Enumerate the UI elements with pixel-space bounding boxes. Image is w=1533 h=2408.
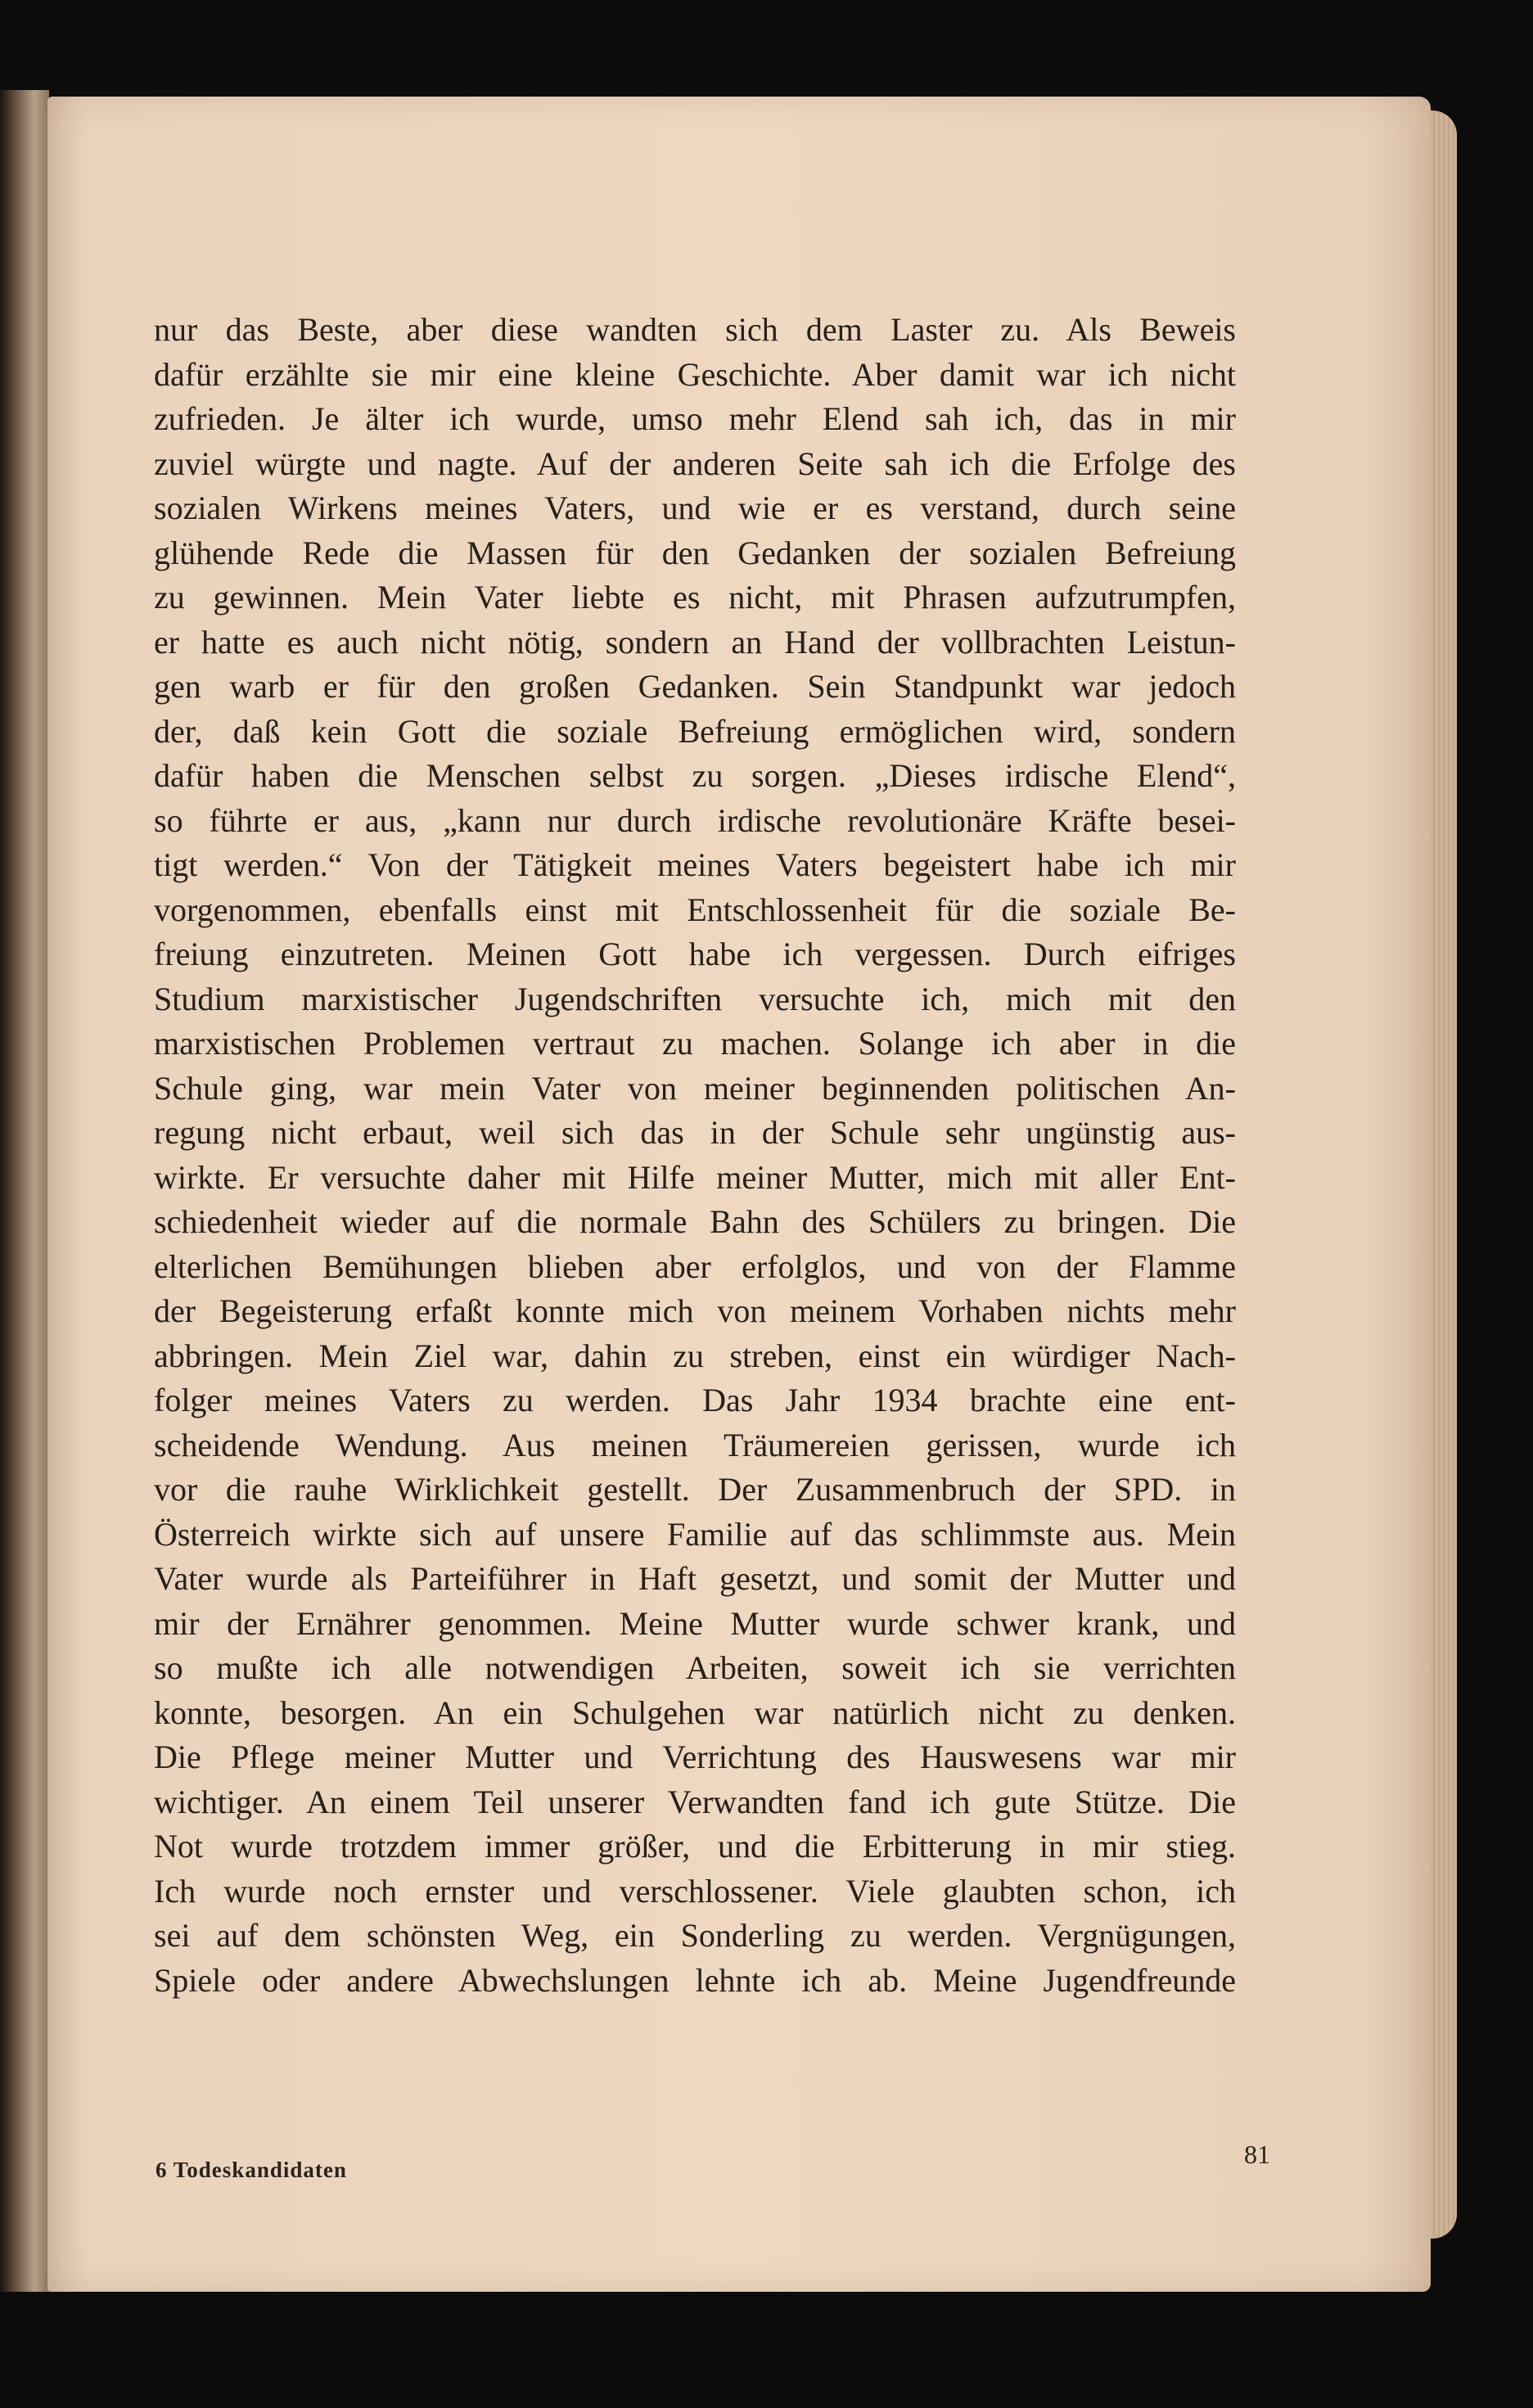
page-number: 81 (1244, 2140, 1270, 2169)
text-line: zufrieden. Je älter ich wurde, umso mehr Elend sah ich, das in mir (154, 400, 1236, 437)
text-line: dafür erzählte sie mir eine kleine Geschichte. Aber damit war ich nicht (154, 355, 1236, 393)
text-line: Studium marxistischer Jugendschriften versuchte ich, mich mit den (154, 980, 1236, 1017)
text-line: wirkte. Er versuchte daher mit Hilfe meiner Mutter, mich mit aller Ent- (154, 1158, 1236, 1196)
text-line: vorgenommen, ebenfalls einst mit Entschlossenheit für die soziale Be- (154, 891, 1236, 928)
text-line: glühende Rede die Massen für den Gedanken der sozialen Befreiung (154, 534, 1236, 571)
text-line: sozialen Wirkens meines Vaters, und wie er es verstand, durch seine (154, 489, 1236, 526)
text-line: Not wurde trotzdem immer größer, und die Erbitterung in mir stieg. (154, 1828, 1236, 1865)
printer-signature: 6 Todeskandidaten (156, 2158, 347, 2182)
text-line: so führte er aus, „kann nur durch irdische revolutionäre Kräfte besei- (154, 801, 1236, 839)
book-page (47, 97, 1431, 2292)
text-line: zu gewinnen. Mein Vater liebte es nicht, mit Phrasen aufzutrumpfen, (154, 579, 1236, 616)
text-line: Ich wurde noch ernster und verschlossener. Viele glaubten schon, ich (154, 1872, 1236, 1910)
text-line: elterlichen Bemühungen blieben aber erfolglos, und von der Flamme (154, 1247, 1236, 1285)
previous-page-edge (0, 90, 49, 2292)
text-line: Die Pflege meiner Mutter und Verrichtung des Hauswesens war mir (154, 1738, 1236, 1775)
text-line: sei auf dem schönsten Weg, ein Sonderling zu werden. Vergnügungen, (154, 1917, 1236, 1954)
text-line: schiedenheit wieder auf die normale Bahn des Schülers zu bringen. Die (154, 1203, 1236, 1240)
text-line: freiung einzutreten. Meinen Gott habe ich vergessen. Durch eifriges (154, 936, 1236, 972)
text-line: zuviel würgte und nagte. Auf der anderen Seite sah ich die Erfolge des (154, 444, 1236, 482)
text-line: scheidende Wendung. Aus meinen Träumereien gerissen, wurde ich (154, 1426, 1236, 1463)
text-line: tigt werden.“ Von der Tätigkeit meines Vaters begeistert habe ich mir (154, 846, 1236, 883)
text-line: Spiele oder andere Abwechslungen lehnte ich ab. Meine Jugendfreunde (154, 1961, 1236, 1999)
text-line: regung nicht erbaut, weil sich das in der Schule sehr ungünstig aus- (154, 1114, 1236, 1151)
text-line: vor die rauhe Wirklichkeit gestellt. Der Zusammenbruch der SPD. in (154, 1471, 1236, 1508)
text-line: nur das Beste, aber diese wandten sich dem Laster zu. Als Beweis (154, 311, 1236, 348)
text-line: mir der Ernährer genommen. Meine Mutter wurde schwer krank, und (154, 1604, 1236, 1642)
text-line: der, daß kein Gott die soziale Befreiung ermöglichen wird, sondern (154, 712, 1236, 750)
text-line: Vater wurde als Parteiführer in Haft gesetzt, und somit der Mutter und (154, 1560, 1236, 1597)
text-line: der Begeisterung erfaßt konnte mich von meinem Vorhaben nichts mehr (154, 1292, 1236, 1329)
text-line: gen warb er für den großen Gedanken. Sein Standpunkt war jedoch (154, 668, 1236, 705)
text-line: wichtiger. An einem Teil unserer Verwandten fand ich gute Stütze. Die (154, 1783, 1236, 1820)
body-text (154, 308, 1236, 2003)
text-line: so mußte ich alle notwendigen Arbeiten, soweit ich sie verrichten (154, 1649, 1236, 1686)
text-line: Schule ging, war mein Vater von meiner beginnenden politischen An- (154, 1069, 1236, 1107)
text-line: dafür haben die Menschen selbst zu sorgen. „Dieses irdische Elend“, (154, 757, 1236, 794)
text-line: folger meines Vaters zu werden. Das Jahr 1934 brachte eine ent- (154, 1382, 1236, 1418)
text-line: marxistischen Problemen vertraut zu machen. Solange ich aber in die (154, 1025, 1236, 1062)
text-line: Österreich wirkte sich auf unsere Familie auf das schlimmste aus. Mein (154, 1515, 1236, 1553)
text-line: konnte, besorgen. An ein Schulgehen war natürlich nicht zu denken. (154, 1693, 1236, 1731)
text-line: abbringen. Mein Ziel war, dahin zu streben, einst ein würdiger Nach- (154, 1337, 1236, 1374)
text-line: er hatte es auch nicht nötig, sondern an Hand der vollbrachten Leistun- (154, 623, 1236, 661)
